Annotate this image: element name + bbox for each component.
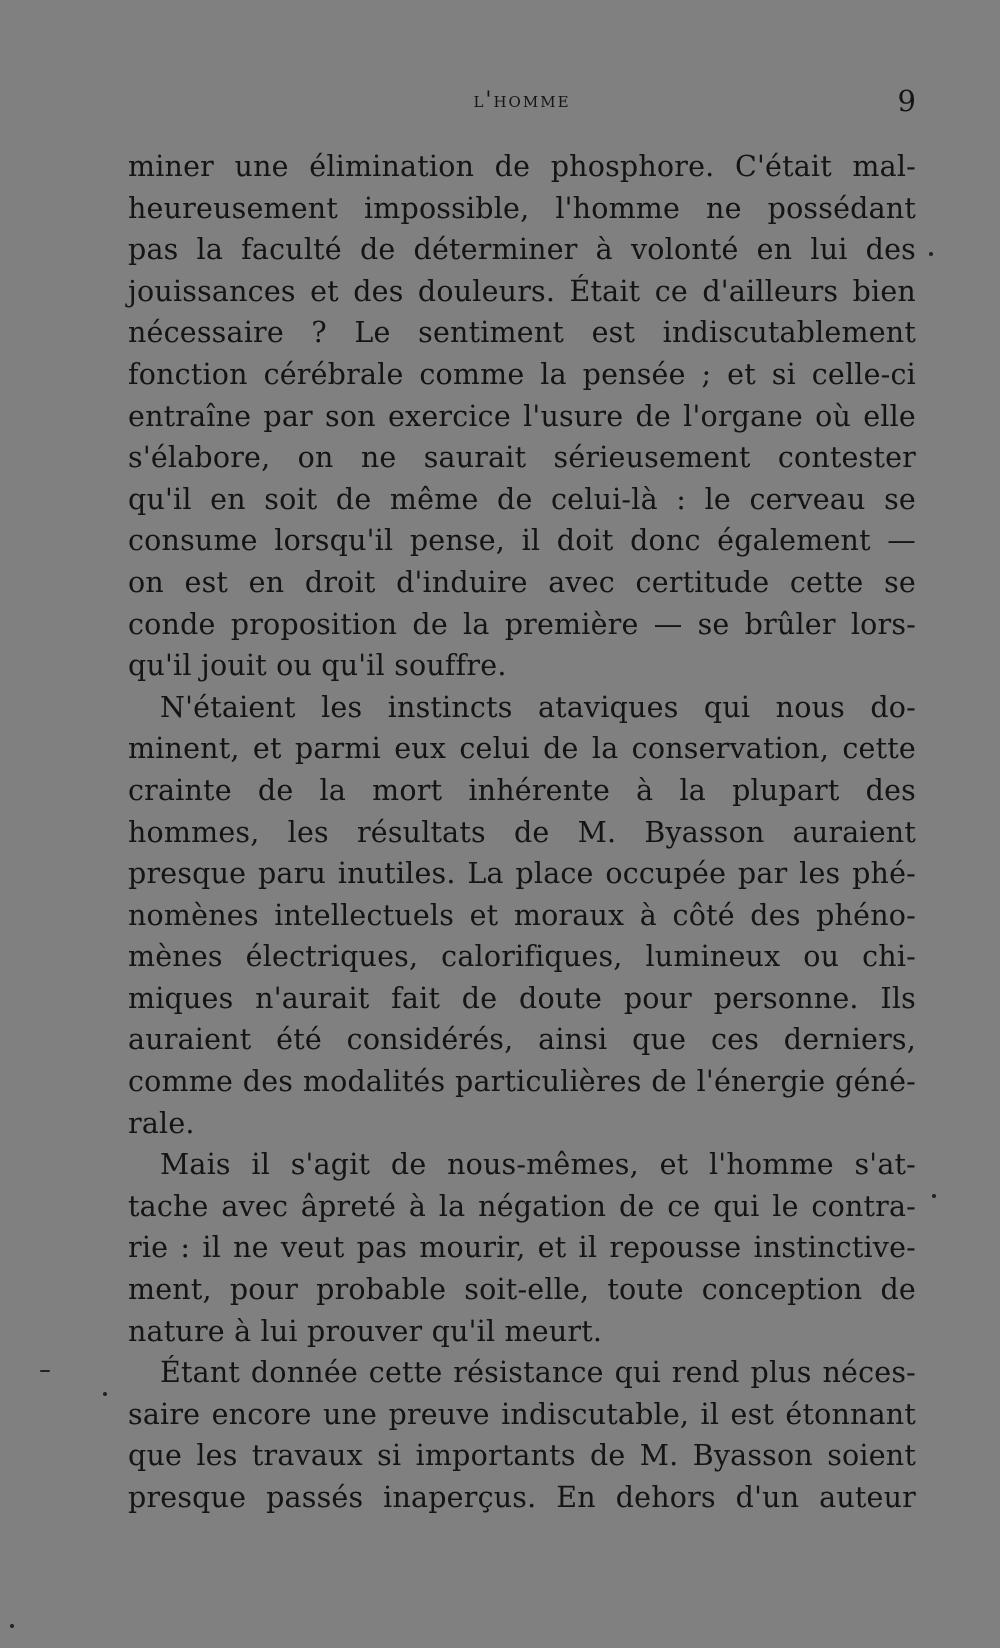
text-line: pas la faculté de déterminer à volonté en lui des — [128, 233, 916, 267]
text-line: miques n'aurait fait de doute pour personne. Ils — [128, 981, 916, 1015]
text-line: crainte de la mort inhérente à la plupart des — [128, 773, 916, 807]
text-line: ment, pour probable soit-elle, toute conception de — [128, 1273, 916, 1307]
text-line: minent, et parmi eux celui de la conservation, cette — [128, 732, 916, 766]
text-line: heureusement impossible, l'homme ne possédant — [128, 191, 916, 225]
paragraph-4 — [128, 1352, 916, 1518]
text-line: N'étaient les instincts ataviques qui nous do- — [160, 690, 916, 724]
text-line: s'élabore, on ne saurait sérieusement contester — [128, 441, 916, 475]
text-line: nature à lui prouver qu'il meurt. — [128, 1314, 603, 1348]
text-line: qu'il jouit ou qu'il souffre. — [128, 649, 507, 683]
paragraph-3 — [128, 1144, 916, 1352]
text-line: miner une élimination de phosphore. C'était mal- — [128, 150, 916, 183]
scan-speck — [932, 1194, 936, 1198]
scan-speck — [103, 1392, 107, 1396]
scan-speck — [10, 1624, 14, 1628]
text-line: rale. — [128, 1106, 195, 1140]
text-line: auraient été considérés, ainsi que ces derniers, — [128, 1023, 916, 1057]
running-title: l'homme — [473, 88, 571, 113]
scan-speck — [929, 252, 933, 256]
text-line: conde proposition de la première — se brûler lors- — [128, 607, 916, 641]
text-line: jouissances et des douleurs. Était ce d'ailleurs bien — [128, 274, 916, 308]
text-line: hommes, les résultats de M. Byasson auraient — [128, 815, 916, 849]
text-line: Mais il s'agit de nous-mêmes, et l'homme s'at- — [160, 1148, 916, 1182]
text-line: comme des modalités particulières de l'énergie géné- — [128, 1065, 916, 1099]
paragraph-2 — [128, 687, 916, 1145]
text-line: nomènes intellectuels et moraux à côté des phéno- — [128, 898, 916, 932]
text-line: rie : il ne veut pas mourir, et il repousse instinctive- — [128, 1231, 916, 1265]
text-line: qu'il en soit de même de celui-là : le cerveau se — [128, 482, 916, 516]
paragraph-1 — [128, 146, 916, 687]
text-line: mènes électriques, calorifiques, lumineux ou chi- — [128, 940, 916, 974]
text-line: tache avec âpreté à la négation de ce qui le contra- — [128, 1189, 916, 1223]
scan-speck — [40, 1370, 50, 1372]
text-line: Étant donnée cette résistance qui rend plus néces- — [160, 1356, 916, 1390]
text-line: consume lorsqu'il pense, il doit donc également — — [128, 524, 916, 558]
page-number: 9 — [897, 84, 916, 118]
text-line: saire encore une preuve indiscutable, il est étonnant — [128, 1397, 916, 1431]
text-line: que les travaux si importants de M. Byasson soient — [128, 1439, 916, 1473]
text-line: entraîne par son exercice l'usure de l'organe où elle — [128, 399, 916, 433]
text-line: presque paru inutiles. La place occupée par les phé- — [128, 857, 916, 891]
body-text — [128, 146, 916, 1519]
text-line: on est en droit d'induire avec certitude cette se — [128, 565, 916, 599]
running-head — [128, 84, 916, 124]
text-line: fonction cérébrale comme la pensée ; et si celle-ci — [128, 357, 916, 391]
text-line: presque passés inaperçus. En dehors d'un auteur — [128, 1481, 916, 1514]
text-line: nécessaire ? Le sentiment est indiscutablement — [128, 316, 916, 350]
